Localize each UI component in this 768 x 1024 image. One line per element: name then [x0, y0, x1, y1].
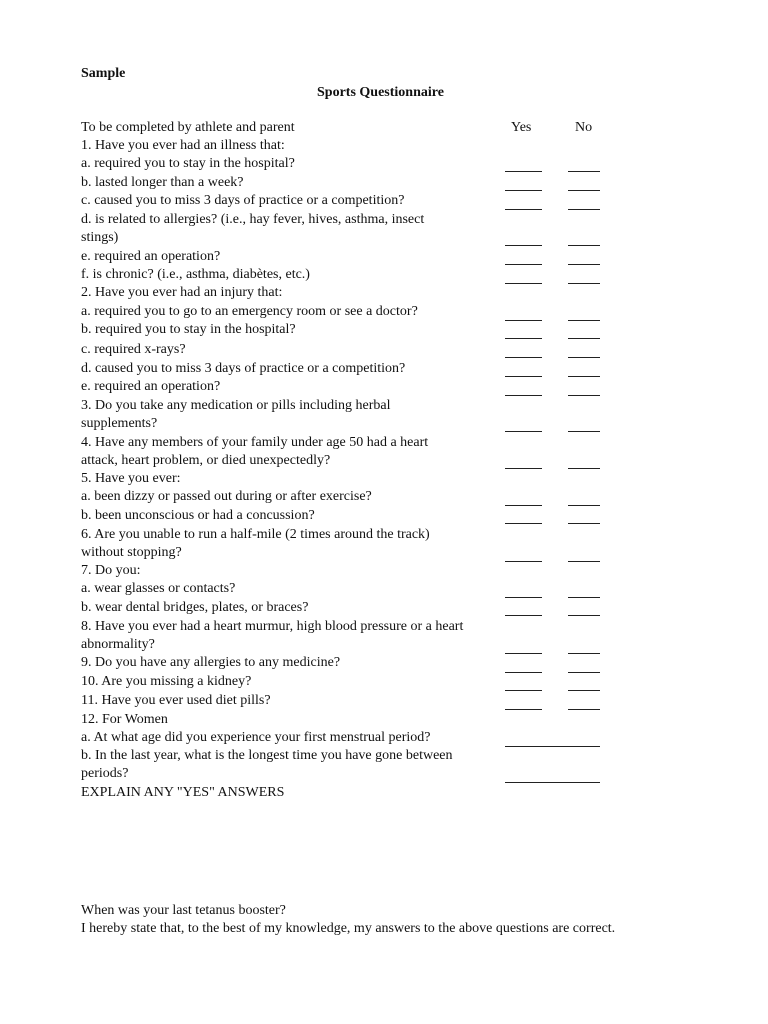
question-line: e. required an operation?: [81, 249, 221, 264]
question-line: 10. Are you missing a kidney?: [81, 674, 252, 689]
no-answer-blank[interactable]: [568, 264, 600, 265]
question-line: c. caused you to miss 3 days of practice or a competition?: [81, 193, 405, 208]
question-line: a. wear glasses or contacts?: [81, 581, 236, 596]
no-answer-blank[interactable]: [568, 597, 600, 598]
yes-answer-blank[interactable]: [505, 190, 542, 191]
yes-answer-blank[interactable]: [505, 320, 542, 321]
no-answer-blank[interactable]: [568, 672, 600, 673]
no-answer-blank[interactable]: [568, 523, 600, 524]
no-answer-blank[interactable]: [568, 283, 600, 284]
question-line: attack, heart problem, or died unexpectedly?: [81, 453, 331, 468]
yes-answer-blank[interactable]: [505, 283, 542, 284]
question-line: 6. Are you unable to run a half-mile (2 times around the track): [81, 527, 430, 542]
no-answer-blank[interactable]: [568, 395, 600, 396]
yes-answer-blank[interactable]: [505, 505, 542, 506]
yes-answer-blank[interactable]: [505, 395, 542, 396]
no-answer-blank[interactable]: [568, 338, 600, 339]
no-answer-blank[interactable]: [568, 561, 600, 562]
yes-answer-blank[interactable]: [505, 376, 542, 377]
no-answer-blank[interactable]: [568, 690, 600, 691]
question-line: b. In the last year, what is the longest time you have gone between: [81, 748, 453, 763]
intro-text: To be completed by athlete and parent: [81, 120, 295, 135]
yes-answer-blank[interactable]: [505, 209, 542, 210]
question-line: supplements?: [81, 416, 158, 431]
question-line: abnormality?: [81, 637, 155, 652]
yes-answer-blank[interactable]: [505, 338, 542, 339]
question-line: a. At what age did you experience your first menstrual period?: [81, 730, 431, 745]
question-line: d. is related to allergies? (i.e., hay fever, hives, asthma, insect: [81, 212, 425, 227]
yes-answer-blank[interactable]: [505, 690, 542, 691]
question-line: b. lasted longer than a week?: [81, 175, 244, 190]
question-line: d. caused you to miss 3 days of practice or a competition?: [81, 361, 406, 376]
yes-answer-blank[interactable]: [505, 561, 542, 562]
yes-answer-blank[interactable]: [505, 468, 542, 469]
question-line: a. been dizzy or passed out during or after exercise?: [81, 489, 372, 504]
no-answer-blank[interactable]: [568, 376, 600, 377]
no-answer-blank[interactable]: [568, 190, 600, 191]
no-answer-blank[interactable]: [568, 209, 600, 210]
sample-label: Sample: [81, 66, 126, 81]
yes-answer-blank[interactable]: [505, 357, 542, 358]
question-line: EXPLAIN ANY "YES" ANSWERS: [81, 785, 285, 800]
question-line: a. required you to stay in the hospital?: [81, 156, 295, 171]
no-answer-blank[interactable]: [568, 245, 600, 246]
no-answer-blank[interactable]: [568, 709, 600, 710]
question-line: b. wear dental bridges, plates, or braces?: [81, 600, 309, 615]
no-answer-blank[interactable]: [568, 320, 600, 321]
column-header-no: No: [575, 120, 593, 135]
period-gap-answer-blank[interactable]: [505, 782, 600, 783]
question-line: 12. For Women: [81, 712, 168, 727]
no-answer-blank[interactable]: [568, 653, 600, 654]
yes-answer-blank[interactable]: [505, 597, 542, 598]
question-line: 8. Have you ever had a heart murmur, high blood pressure or a heart: [81, 619, 464, 634]
yes-answer-blank[interactable]: [505, 171, 542, 172]
question-line: c. required x-rays?: [81, 342, 186, 357]
no-answer-blank[interactable]: [568, 615, 600, 616]
question-line: 3. Do you take any medication or pills including herbal: [81, 398, 391, 413]
yes-answer-blank[interactable]: [505, 264, 542, 265]
yes-answer-blank[interactable]: [505, 653, 542, 654]
yes-answer-blank[interactable]: [505, 431, 542, 432]
no-answer-blank[interactable]: [568, 505, 600, 506]
no-answer-blank[interactable]: [568, 431, 600, 432]
question-line: periods?: [81, 766, 129, 781]
question-line: 1. Have you ever had an illness that:: [81, 138, 285, 153]
certification-statement: I hereby state that, to the best of my knowledge, my answers to the above questions are correct.: [81, 921, 616, 936]
question-line: b. been unconscious or had a concussion?: [81, 508, 315, 523]
question-line: f. is chronic? (i.e., asthma, diabètes, etc.): [81, 267, 310, 282]
no-answer-blank[interactable]: [568, 171, 600, 172]
column-header-yes: Yes: [511, 120, 532, 135]
question-line: 11. Have you ever used diet pills?: [81, 693, 271, 708]
question-line: 5. Have you ever:: [81, 471, 181, 486]
yes-answer-blank[interactable]: [505, 523, 542, 524]
yes-answer-blank[interactable]: [505, 709, 542, 710]
no-answer-blank[interactable]: [568, 468, 600, 469]
question-line: a. required you to go to an emergency room or see a doctor?: [81, 304, 418, 319]
question-line: 2. Have you ever had an injury that:: [81, 285, 283, 300]
question-line: 4. Have any members of your family under age 50 had a heart: [81, 435, 429, 450]
question-line: 9. Do you have any allergies to any medicine?: [81, 655, 341, 670]
question-line: b. required you to stay in the hospital?: [81, 322, 296, 337]
page-title: Sports Questionnaire: [317, 85, 444, 100]
yes-answer-blank[interactable]: [505, 672, 542, 673]
yes-answer-blank[interactable]: [505, 615, 542, 616]
yes-answer-blank[interactable]: [505, 245, 542, 246]
tetanus-question: When was your last tetanus booster?: [81, 903, 286, 918]
question-line: e. required an operation?: [81, 379, 221, 394]
question-line: 7. Do you:: [81, 563, 141, 578]
question-line: without stopping?: [81, 545, 182, 560]
age-answer-blank[interactable]: [505, 746, 600, 747]
no-answer-blank[interactable]: [568, 357, 600, 358]
question-line: stings): [81, 230, 119, 245]
